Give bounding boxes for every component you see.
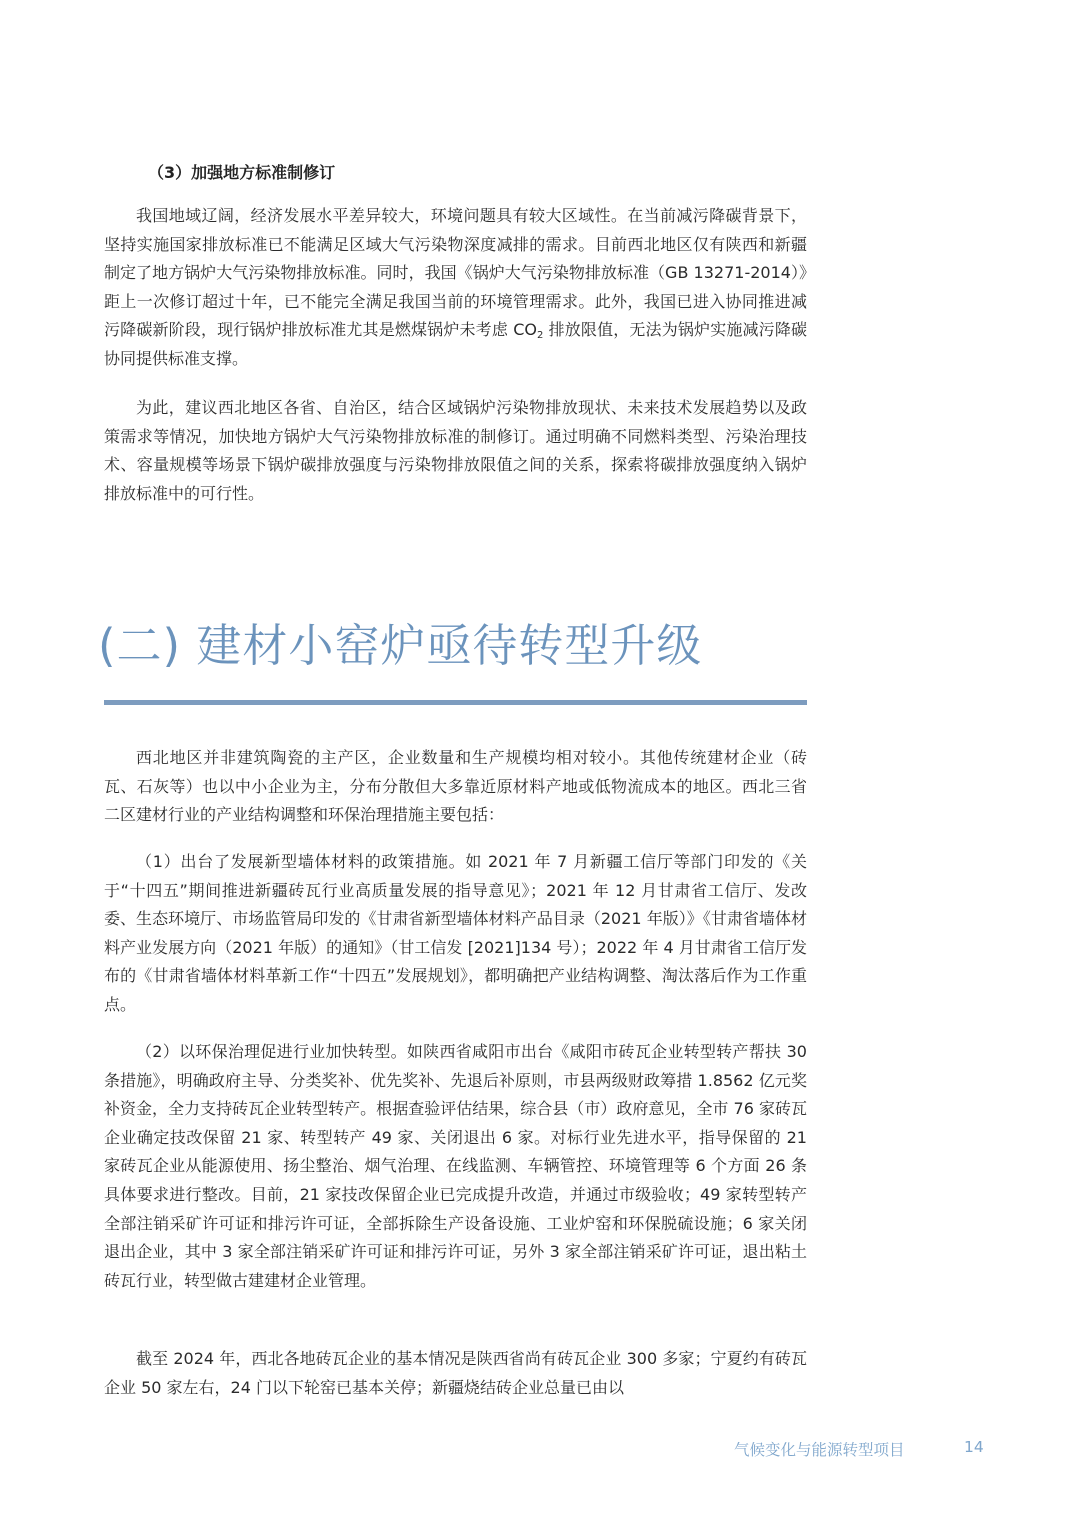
paragraph-status-2024: 截至 2024 年，西北各地砖瓦企业的基本情况是陕西省尚有砖瓦企业 300 多家；宁夏约有砖瓦企业 50 家左右，24 门以下轮窑已基本关停；新疆烧结砖企业总量已由以 [104,1349,807,1397]
subscript-2: 2 [536,330,544,342]
subsection-heading: （3）加强地方标准制修订 [148,163,336,182]
page-number: 14 [964,1438,984,1456]
paragraph-policy-measures: （1）出台了发展新型墙体材料的政策措施。如 2021 年 7 月新疆工信厅等部门印发的《关于“十四五”期间推进新疆砖瓦行业高质量发展的指导意见》；2021 年 12 月甘肃省工信厅、发改委、生态环境厅、市场监管局印发的《甘肃省新型墙体材料产品目录（2021 年版）》《甘肃省墙体材料产业发展方向（2021 年版）的通知》（甘工信发 [2021]134 号）；2022 年 4 月甘肃省工信厅发布的《甘肃省墙体材料革新工作“十四五”发展规划》，都明确把产业结构调整、淘汰落后作为工作重点。 [104,852,807,1014]
section-title: (二) 建材小窑炉亟待转型升级 [98,619,703,672]
section-title-rule [104,700,807,705]
paragraph-environmental-governance: （2）以环保治理促进行业加快转型。如陕西省咸阳市出台《咸阳市砖瓦企业转型转产帮扶 30 条措施》，明确政府主导、分类奖补、优先奖补、先退后补原则，市县两级财政筹措 1.8562 亿元奖补资金，全力支持砖瓦企业转型转产。根据查验评估结果，综合县（市）政府意见，全市 76 家砖瓦企业确定技改保留 21 家、转型转产 49 家、关闭退出 6 家。对标行业先进水平，指导保留的 21 家砖瓦企业从能源使用、扬尘整治、烟气治理、在线监测、车辆管控、环境管理等 6 个方面 26 条具体要求进行整改。目前，21 家技改保留企业已完成提升改造，并通过市级验收；49 家转型转产全部注销采矿许可证和排污许可证，全部拆除生产设备设施、工业炉窑和环保脱硫设施；6 家关闭退出企业，其中 3 家全部注销采矿许可证和排污许可证，另外 3 家全部注销采矿许可证，退出粘土砖瓦行业，转型做古建建材企业管理。 [104,1042,807,1290]
paragraph-text-continued: 排放限值，无法为锅炉实施减污降碳协同提供标准支撑。 [104,320,807,368]
footer-project-name: 气候变化与能源转型项目 [734,1441,905,1459]
paragraph-intro: 西北地区并非建筑陶瓷的主产区，企业数量和生产规模均相对较小。其他传统建材企业（砖瓦、石灰等）也以中小企业为主，分布分散但大多靠近原材料产地或低物流成本的地区。西北三省二区建材行业的产业结构调整和环保治理措施主要包括： [104,748,807,825]
paragraph-text: 我国地域辽阔，经济发展水平差异较大，环境问题具有较大区域性。在当前减污降碳背景下，坚持实施国家排放标准已不能满足区域大气污染物深度减排的需求。目前西北地区仅有陕西和新疆制定了地方锅炉大气污染物排放标准。同时，我国《锅炉大气污染物排放标准（GB 13271-2014）》距上一次修订超过十年，已不能完全满足我国当前的环境管理需求。此外，我国已进入协同推进减污降碳新阶段，现行锅炉排放标准尤其是燃煤锅炉未考虑 CO [104,206,807,340]
paragraph-local-standards [104,202,807,374]
paragraph-recommendation: 为此，建议西北地区各省、自治区，结合区域锅炉污染物排放现状、未来技术发展趋势以及政策需求等情况，加快地方锅炉大气污染物排放标准的制修订。通过明确不同燃料类型、污染治理技术、容量规模等场景下锅炉碳排放强度与污染物排放限值之间的关系，探索将碳排放强度纳入锅炉排放标准中的可行性。 [104,398,807,503]
